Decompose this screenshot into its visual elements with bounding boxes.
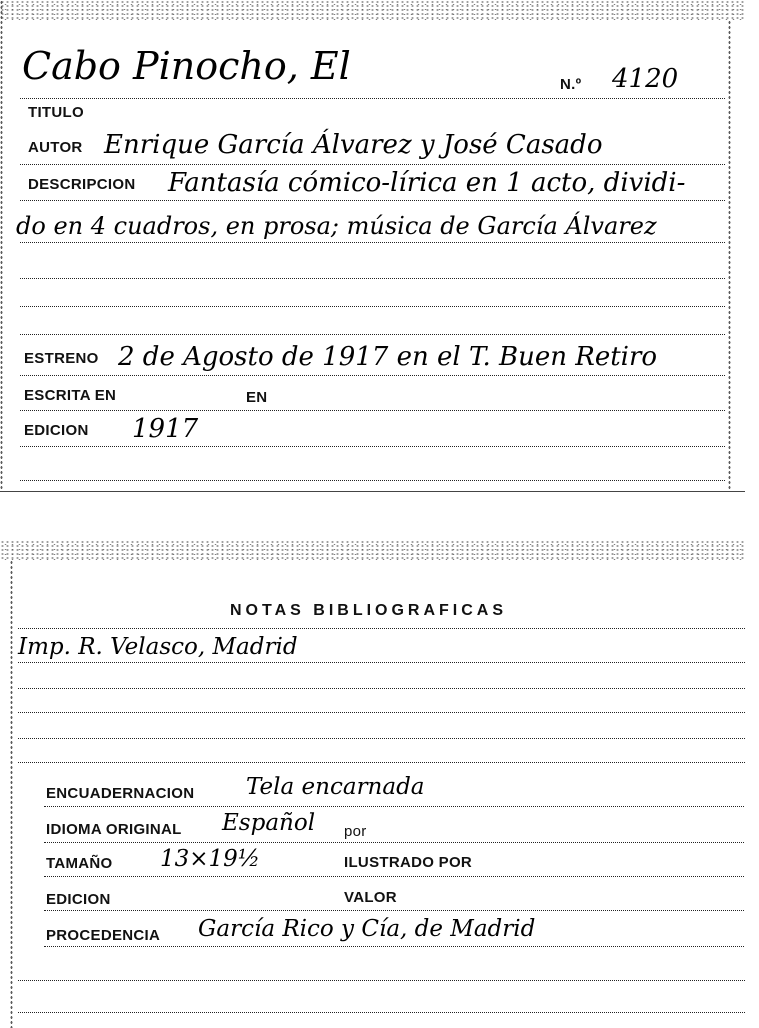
notas-rule-0 xyxy=(18,628,745,629)
autor-rule xyxy=(20,164,725,165)
idioma-value: Español xyxy=(222,810,316,836)
descripcion-rule-2 xyxy=(20,242,725,243)
edicion-value: 1917 xyxy=(132,414,199,444)
card-left-edge xyxy=(0,0,3,492)
card-edge-speckle xyxy=(0,0,745,20)
bottom-rule-1 xyxy=(18,980,745,981)
procedencia-label: PROCEDENCIA xyxy=(46,927,161,944)
idioma-rule xyxy=(44,842,744,843)
ilustrado-label: ILUSTRADO POR xyxy=(344,854,473,871)
notas-rule-1 xyxy=(18,662,745,663)
idioma-label: IDIOMA ORIGINAL xyxy=(46,821,182,838)
card-edge-speckle xyxy=(0,540,745,560)
escrita-label: ESCRITA EN xyxy=(24,387,117,404)
card-left-edge xyxy=(10,560,13,1028)
estreno-label: ESTRENO xyxy=(24,350,99,367)
notas-rule-2 xyxy=(18,688,745,689)
edicion-rule xyxy=(20,446,725,447)
title-value: Cabo Pinocho, El xyxy=(22,44,351,88)
autor-label: AUTOR xyxy=(28,139,83,156)
notas-value: Imp. R. Velasco, Madrid xyxy=(18,634,298,660)
notas-rule-4 xyxy=(18,738,745,739)
descripcion-rule-4 xyxy=(20,306,725,307)
encuadernacion-value: Tela encarnada xyxy=(246,774,425,800)
edicion-label: EDICION xyxy=(46,891,111,908)
notas-rule-3 xyxy=(18,712,745,713)
descripcion-rule-5 xyxy=(20,334,725,335)
descripcion-label: DESCRIPCION xyxy=(28,176,136,193)
autor-value: Enrique García Álvarez y José Casado xyxy=(104,130,603,160)
title-rule xyxy=(20,98,725,99)
descripcion-line-1: Fantasía cómico-lírica en 1 acto, dividi- xyxy=(168,168,686,198)
encuadernacion-label: ENCUADERNACION xyxy=(46,785,195,802)
catalog-card-back xyxy=(0,540,745,1028)
notas-heading: NOTAS BIBLIOGRAFICAS xyxy=(230,602,508,619)
number-value: 4120 xyxy=(612,64,679,94)
notas-rule-5 xyxy=(18,762,745,763)
escrita-rule xyxy=(20,410,725,411)
tamano-label: TAMAÑO xyxy=(46,855,113,872)
card-right-edge xyxy=(728,20,731,492)
number-label: N.º xyxy=(560,76,582,93)
edicion-rule xyxy=(44,910,744,911)
titulo-label: TITULO xyxy=(28,104,84,121)
estreno-value: 2 de Agosto de 1917 en el T. Buen Retiro xyxy=(118,342,658,372)
estreno-rule xyxy=(20,375,725,376)
catalog-card-front xyxy=(0,0,745,492)
encuadernacion-rule xyxy=(44,806,744,807)
descripcion-rule-1 xyxy=(20,200,725,201)
en-label: EN xyxy=(246,389,268,406)
descripcion-rule-3 xyxy=(20,278,725,279)
tamano-rule xyxy=(44,876,744,877)
procedencia-value: García Rico y Cía, de Madrid xyxy=(198,916,536,942)
descripcion-line-2: do en 4 cuadros, en prosa; música de García Álvarez xyxy=(16,212,657,240)
tamano-value: 13×19½ xyxy=(160,846,261,872)
procedencia-rule xyxy=(44,946,744,947)
por-label: por xyxy=(344,823,367,840)
bottom-rule-2 xyxy=(18,1012,745,1013)
card-bottom-edge xyxy=(0,491,745,492)
edicion-label: EDICION xyxy=(24,422,89,439)
valor-label: VALOR xyxy=(344,889,397,906)
bottom-rule xyxy=(20,480,725,481)
